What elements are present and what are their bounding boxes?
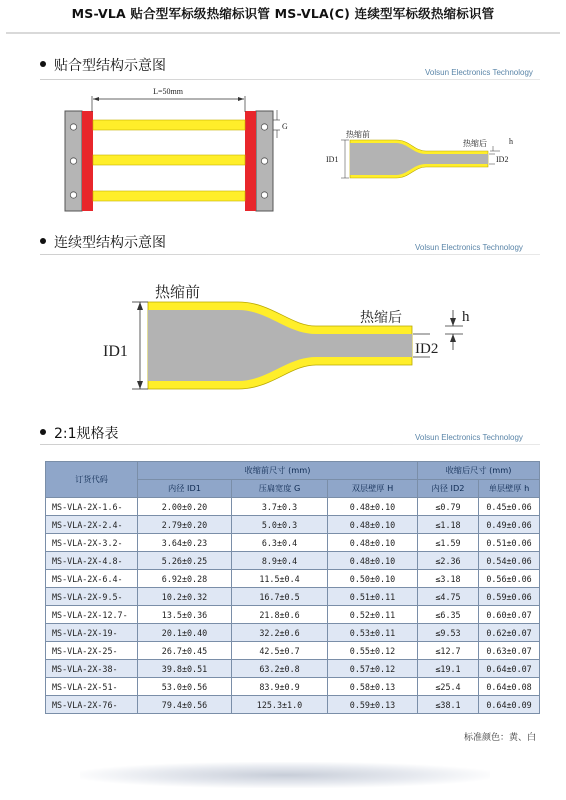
cell-single-wall: 0.56±0.06	[479, 570, 540, 588]
cell-order-code: MS-VLA-2X-1.6-	[46, 498, 138, 516]
cell-single-wall: 0.64±0.07	[479, 660, 540, 678]
cell-id2: ≤4.75	[418, 588, 479, 606]
cell-single-wall: 0.59±0.06	[479, 588, 540, 606]
col-header-code: 订货代码	[46, 462, 138, 498]
before-label: 热缩前	[346, 130, 370, 139]
section-heading-spec	[40, 423, 119, 443]
cell-flat-width: 8.9±0.4	[232, 552, 328, 570]
col-header-flat-width: 压扁宽度 G	[232, 480, 328, 498]
fitted-structure-diagram	[0, 80, 566, 220]
table-row	[46, 534, 540, 552]
cell-double-wall: 0.59±0.13	[328, 696, 418, 714]
table-row	[46, 552, 540, 570]
arrow-down-icon	[137, 381, 143, 389]
table-row	[46, 516, 540, 534]
cell-single-wall: 0.63±0.07	[479, 642, 540, 660]
cell-flat-width: 42.5±0.7	[232, 642, 328, 660]
arrow-left-icon	[93, 97, 99, 101]
cell-id2: ≤38.1	[418, 696, 479, 714]
section-heading-spec-text: 2:1规格表	[54, 426, 119, 442]
sprocket-hole	[70, 124, 76, 130]
title-divider	[6, 32, 560, 34]
cell-flat-width: 3.7±0.3	[232, 498, 328, 516]
cell-single-wall: 0.45±0.06	[479, 498, 540, 516]
section-heading-fitted	[40, 55, 166, 75]
cell-double-wall: 0.48±0.10	[328, 534, 418, 552]
cell-single-wall: 0.51±0.06	[479, 534, 540, 552]
cell-double-wall: 0.52±0.11	[328, 606, 418, 624]
cell-order-code: MS-VLA-2X-4.8-	[46, 552, 138, 570]
cell-id2: ≤25.4	[418, 678, 479, 696]
after-label: 热缩后	[360, 311, 402, 326]
arrow-up-icon	[450, 334, 456, 342]
id1-label: ID1	[326, 155, 339, 164]
cell-single-wall: 0.60±0.07	[479, 606, 540, 624]
cell-id2: ≤6.35	[418, 606, 479, 624]
cell-double-wall: 0.50±0.10	[328, 570, 418, 588]
cell-id2: ≤9.53	[418, 624, 479, 642]
cell-id1: 13.5±0.36	[138, 606, 232, 624]
cell-order-code: MS-VLA-2X-38-	[46, 660, 138, 678]
table-row	[46, 642, 540, 660]
cell-id2: ≤19.1	[418, 660, 479, 678]
cell-order-code: MS-VLA-2X-76-	[46, 696, 138, 714]
cell-double-wall: 0.58±0.13	[328, 678, 418, 696]
cell-order-code: MS-VLA-2X-3.2-	[46, 534, 138, 552]
cell-flat-width: 11.5±0.4	[232, 570, 328, 588]
h-label: h	[509, 137, 513, 146]
id1-label: ID1	[103, 343, 128, 360]
col-header-double-wall: 双层壁厚 H	[328, 480, 418, 498]
bullet-icon	[40, 61, 46, 67]
cell-order-code: MS-VLA-2X-19-	[46, 624, 138, 642]
table-row	[46, 678, 540, 696]
cell-flat-width: 6.3±0.4	[232, 534, 328, 552]
section-heading-fitted-text: 贴合型结构示意图	[54, 58, 166, 74]
cell-id1: 53.0±0.56	[138, 678, 232, 696]
cell-double-wall: 0.57±0.12	[328, 660, 418, 678]
cell-id2: ≤2.36	[418, 552, 479, 570]
table-row	[46, 606, 540, 624]
cell-id1: 79.4±0.56	[138, 696, 232, 714]
brand-label-2: Volsun Electronics Technology	[415, 243, 523, 252]
cell-double-wall: 0.51±0.11	[328, 588, 418, 606]
brand-label-1: Volsun Electronics Technology	[425, 68, 533, 77]
before-label: 热缩前	[155, 285, 201, 301]
cell-id2: ≤12.7	[418, 642, 479, 660]
cell-id1: 6.92±0.28	[138, 570, 232, 588]
cell-single-wall: 0.64±0.08	[479, 678, 540, 696]
cell-flat-width: 21.8±0.6	[232, 606, 328, 624]
col-header-id1: 内径 ID1	[138, 480, 232, 498]
col-group-after: 收缩后尺寸 (mm)	[418, 462, 540, 480]
sprocket-hole	[261, 158, 267, 164]
col-group-before: 收缩前尺寸 (mm)	[138, 462, 418, 480]
arrow-right-icon	[238, 97, 244, 101]
cell-double-wall: 0.48±0.10	[328, 498, 418, 516]
continuous-structure-diagram	[0, 255, 566, 405]
col-header-single-wall: 单层壁厚 h	[479, 480, 540, 498]
red-binder-left	[82, 111, 93, 211]
cell-flat-width: 16.7±0.5	[232, 588, 328, 606]
table-row	[46, 570, 540, 588]
table-row	[46, 588, 540, 606]
length-label: L=50mm	[153, 87, 183, 96]
arrow-up-icon	[137, 302, 143, 310]
cell-id2: ≤3.18	[418, 570, 479, 588]
cell-flat-width: 83.9±0.9	[232, 678, 328, 696]
arrow-down-icon	[450, 318, 456, 326]
sprocket-hole	[70, 158, 76, 164]
sprocket-hole	[261, 124, 267, 130]
brand-label-3: Volsun Electronics Technology	[415, 433, 523, 442]
sprocket-hole	[70, 192, 76, 198]
sprocket-hole	[261, 192, 267, 198]
cell-order-code: MS-VLA-2X-51-	[46, 678, 138, 696]
id2-label: ID2	[415, 341, 439, 357]
cell-double-wall: 0.53±0.11	[328, 624, 418, 642]
cell-double-wall: 0.55±0.12	[328, 642, 418, 660]
cell-single-wall: 0.54±0.06	[479, 552, 540, 570]
section-divider-3	[40, 444, 540, 445]
table-row	[46, 624, 540, 642]
cell-order-code: MS-VLA-2X-6.4-	[46, 570, 138, 588]
col-header-id2: 内径 ID2	[418, 480, 479, 498]
cell-id2: ≤1.59	[418, 534, 479, 552]
cell-flat-width: 63.2±0.8	[232, 660, 328, 678]
h-label: h	[462, 309, 470, 325]
cell-single-wall: 0.49±0.06	[479, 516, 540, 534]
section-heading-continuous	[40, 232, 166, 252]
cell-id1: 2.00±0.20	[138, 498, 232, 516]
cell-single-wall: 0.64±0.09	[479, 696, 540, 714]
sleeve-tube	[93, 155, 245, 165]
bullet-icon	[40, 238, 46, 244]
spec-table	[45, 461, 540, 714]
table-row	[46, 498, 540, 516]
standard-colors-note: 标准颜色：黄、白	[463, 733, 536, 743]
page-title: MS-VLA 贴合型军标级热缩标识管 MS-VLA(C) 连续型军标级热缩标识管	[71, 6, 495, 21]
cell-order-code: MS-VLA-2X-25-	[46, 642, 138, 660]
section-heading-continuous-text: 连续型结构示意图	[54, 235, 166, 251]
cell-double-wall: 0.48±0.10	[328, 516, 418, 534]
gap-label: G	[282, 122, 288, 131]
cell-id2: ≤1.18	[418, 516, 479, 534]
cell-order-code: MS-VLA-2X-12.7-	[46, 606, 138, 624]
sleeve-tube	[93, 120, 245, 130]
cell-id1: 26.7±0.45	[138, 642, 232, 660]
cell-double-wall: 0.48±0.10	[328, 552, 418, 570]
cell-id1: 3.64±0.23	[138, 534, 232, 552]
cell-flat-width: 125.3±1.0	[232, 696, 328, 714]
cell-single-wall: 0.62±0.07	[479, 624, 540, 642]
decorative-glow	[80, 762, 490, 788]
bullet-icon	[40, 429, 46, 435]
cell-flat-width: 5.0±0.3	[232, 516, 328, 534]
cell-id1: 5.26±0.25	[138, 552, 232, 570]
cell-flat-width: 32.2±0.6	[232, 624, 328, 642]
table-row	[46, 696, 540, 714]
cell-order-code: MS-VLA-2X-9.5-	[46, 588, 138, 606]
cell-id2: ≤0.79	[418, 498, 479, 516]
id2-label: ID2	[496, 155, 509, 164]
cell-id1: 10.2±0.32	[138, 588, 232, 606]
cell-order-code: MS-VLA-2X-2.4-	[46, 516, 138, 534]
cell-id1: 20.1±0.40	[138, 624, 232, 642]
sleeve-tube	[93, 191, 245, 201]
after-label: 热缩后	[463, 139, 487, 148]
cell-id1: 39.8±0.51	[138, 660, 232, 678]
red-binder-right	[245, 111, 256, 211]
cell-id1: 2.79±0.20	[138, 516, 232, 534]
table-row	[46, 660, 540, 678]
